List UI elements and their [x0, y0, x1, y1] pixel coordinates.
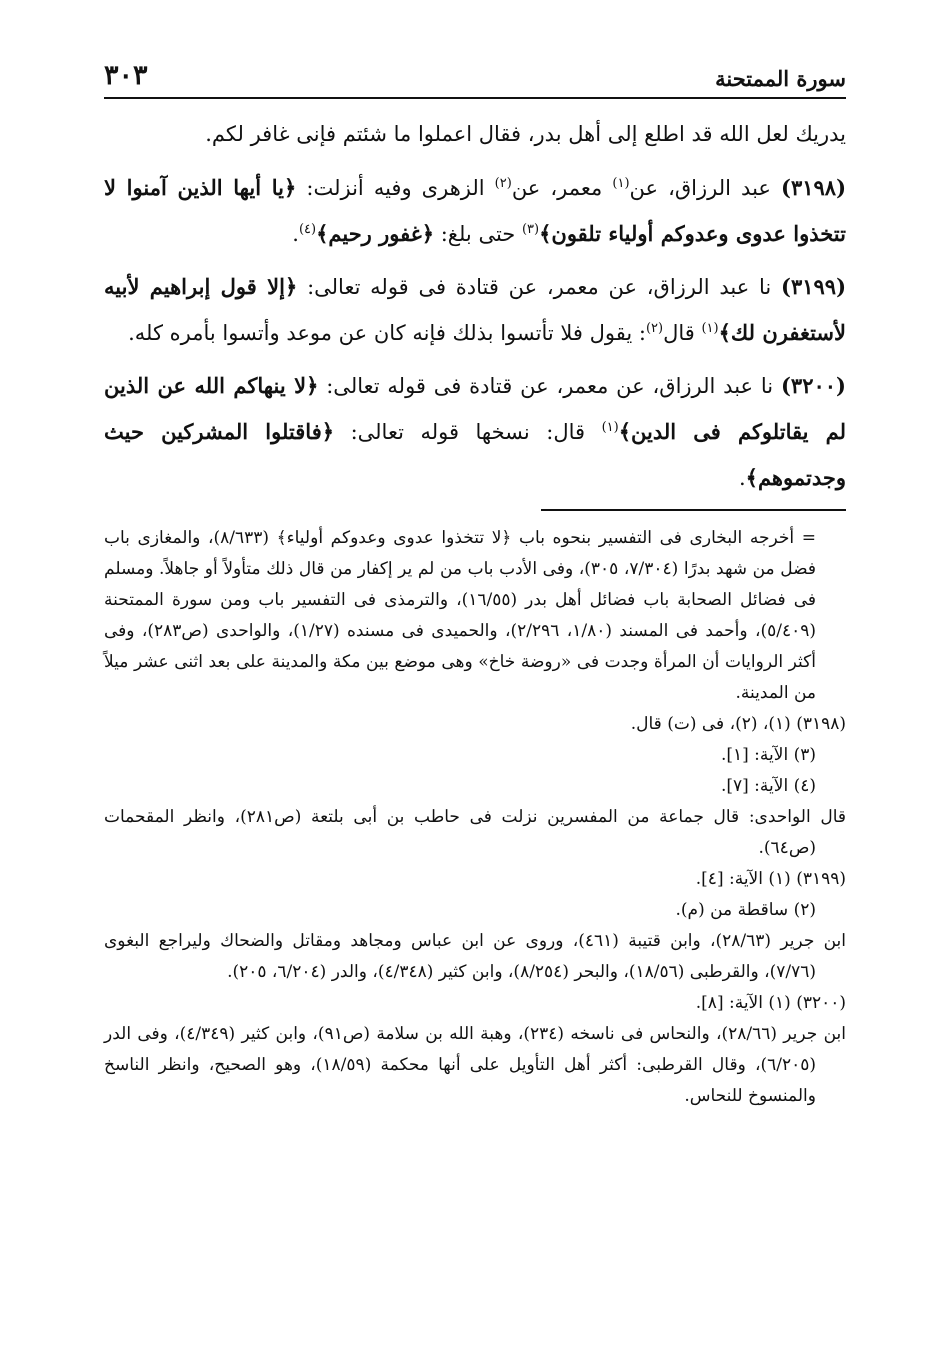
quran-verse: ﴿فاقتلوا المشركين حيث وجدتموهم﴾ [104, 419, 846, 490]
footnote: (٢) ساقطة من (م). [675, 900, 816, 920]
footnote-ref: (١) [612, 176, 630, 191]
quran-verse: ﴿لا ينهاكم الله عن الذين لم يقاتلوكم فى الدين﴾ [104, 373, 846, 444]
footnote: ابن جرير (٢٨/٦٦)، والنحاس فى ناسخه (٢٣٤)، وهبة الله بن سلامة (ص٩١)، وابن كثير (٤/٣٤٩)، وفى الدر (٦/٢٠٥)، وقال القرطبى: أكثر أهل التأويل على أنها محكمة (١٨/٥٩)، وهو الصحيح، وانظر الناسخ والمنسوخ للنحاس. [104, 1024, 846, 1106]
page-number: ٣٠٣ [104, 60, 148, 91]
footnote-ref: (٢) [645, 321, 664, 336]
narration-text: : يقول فلا تأتسوا بذلك فإنه كان عن موعد وأتسوا بأمره كله. [128, 321, 646, 345]
footnotes [104, 523, 846, 1112]
main-text [104, 111, 846, 501]
footnote-ref: (٢) [494, 176, 512, 191]
narration-text: الزهرى وفيه أنزلت: [306, 176, 485, 200]
narration-number: (٣١٩٩) [781, 274, 846, 299]
narration-3199 [104, 264, 846, 356]
footnote: ابن جرير (٢٨/٦٣)، وابن قتيبة (٤٦١)، وروى عن ابن عباس ومجاهد ومقاتل والضحاك وليراجع البغوى (٧/٧٦)، والقرطبى (١٨/٥٦)، والبحر (٨/٢٥٤)، وابن كثير (٤/٣٤٨)، والدر (٦/٢٠٤، ٢٠٥). [104, 931, 847, 982]
footnote: (٣) الآية: [١]. [720, 745, 816, 765]
footnote: (٣١٩٩) (١) الآية: [٤]. [695, 869, 846, 889]
footnote: (٣١٩٨) (١)، (٢)، فى (ت) قال. [630, 714, 846, 734]
quran-verse: ﴿إلا قول إبراهيم لأبيه لأستغفرن لك﴾ [104, 274, 846, 345]
narration-number: (٣٢٠٠) [780, 373, 846, 398]
narration-text: معمر، عن [511, 176, 603, 200]
footnote: (٤) الآية: [٧]. [720, 776, 816, 796]
footnote-ref: (١) [601, 420, 619, 435]
narration-text: نا عبد الرزاق، عن معمر، عن قتادة فى قوله تعالى: [307, 275, 772, 299]
narration-text: قال: نسخها قوله تعالى: [350, 420, 586, 444]
quran-verse: ﴿غفور رحيم﴾ [316, 221, 435, 246]
footnote: قال الواحدى: قال جماعة من المفسرين نزلت فى حاطب بن أبى بلتعة (ص٢٨١)، وانظر المقحمات (ص٦٤). [104, 807, 846, 858]
narration-3198 [104, 165, 846, 257]
footnote-separator [541, 509, 846, 511]
narration-text: قال [663, 321, 695, 345]
narration-text: نا عبد الرزاق، عن معمر، عن قتادة فى قوله تعالى: [326, 374, 774, 398]
footnote: (٣٢٠٠) (١) الآية: [٨]. [695, 993, 846, 1013]
footnote-ref: (٣) [521, 222, 540, 237]
footnote-ref: (٤) [298, 222, 317, 237]
narration-text: . [738, 466, 746, 490]
footnote: = أخرجه البخارى فى التفسير بنحوه باب ﴿لا تتخذوا عدوى وعدوكم أولياء﴾ (٨/٦٣٣)، والمغازى باب فضل من شهد بدرًا (٧/٣٠٤، ٣٠٥)، وفى الأدب باب من لم ير إكفار من قال ذلك متأولاً أو جاهلاً. ومسلم فى فضائل الصحابة باب فضائل أهل بدر (١٦/٥٥)، والترمذى فى التفسير باب ومن سورة الممتحنة (٥/٤٠٩)، وأحمد فى المسند (١/٨٠، ٢/٢٩٦)، والحميدى فى مسنده (١/٢٧)، والواحدى (ص٢٨٣)، وفى أكثر الروايات أن المرأة وجدت فى «روضة خاخ» وهى موضع بين مكة والمدينة على بعد اثنى عشر ميلاً من المدينة. [104, 528, 817, 703]
narration-number: (٣١٩٨) [781, 175, 847, 200]
narration-text: حتى بلغ: [440, 222, 516, 246]
quran-verse: ﴿يا أيها الذين آمنوا لا تتخذوا عدوى وعدوكم أولياء تلقون﴾ [104, 175, 846, 246]
narration-text: . [292, 222, 299, 246]
narration-3200 [104, 363, 846, 501]
narration-text: عبد الرزاق، عن [629, 176, 771, 200]
running-head [104, 60, 846, 99]
running-title: سورة الممتحنة [715, 66, 846, 91]
footnote-ref: (١) [701, 321, 719, 336]
continued-paragraph: يدريك لعل الله قد اطلع إلى أهل بدر، فقال اعملوا ما شئتم فإنى غافر لكم. [205, 122, 846, 146]
